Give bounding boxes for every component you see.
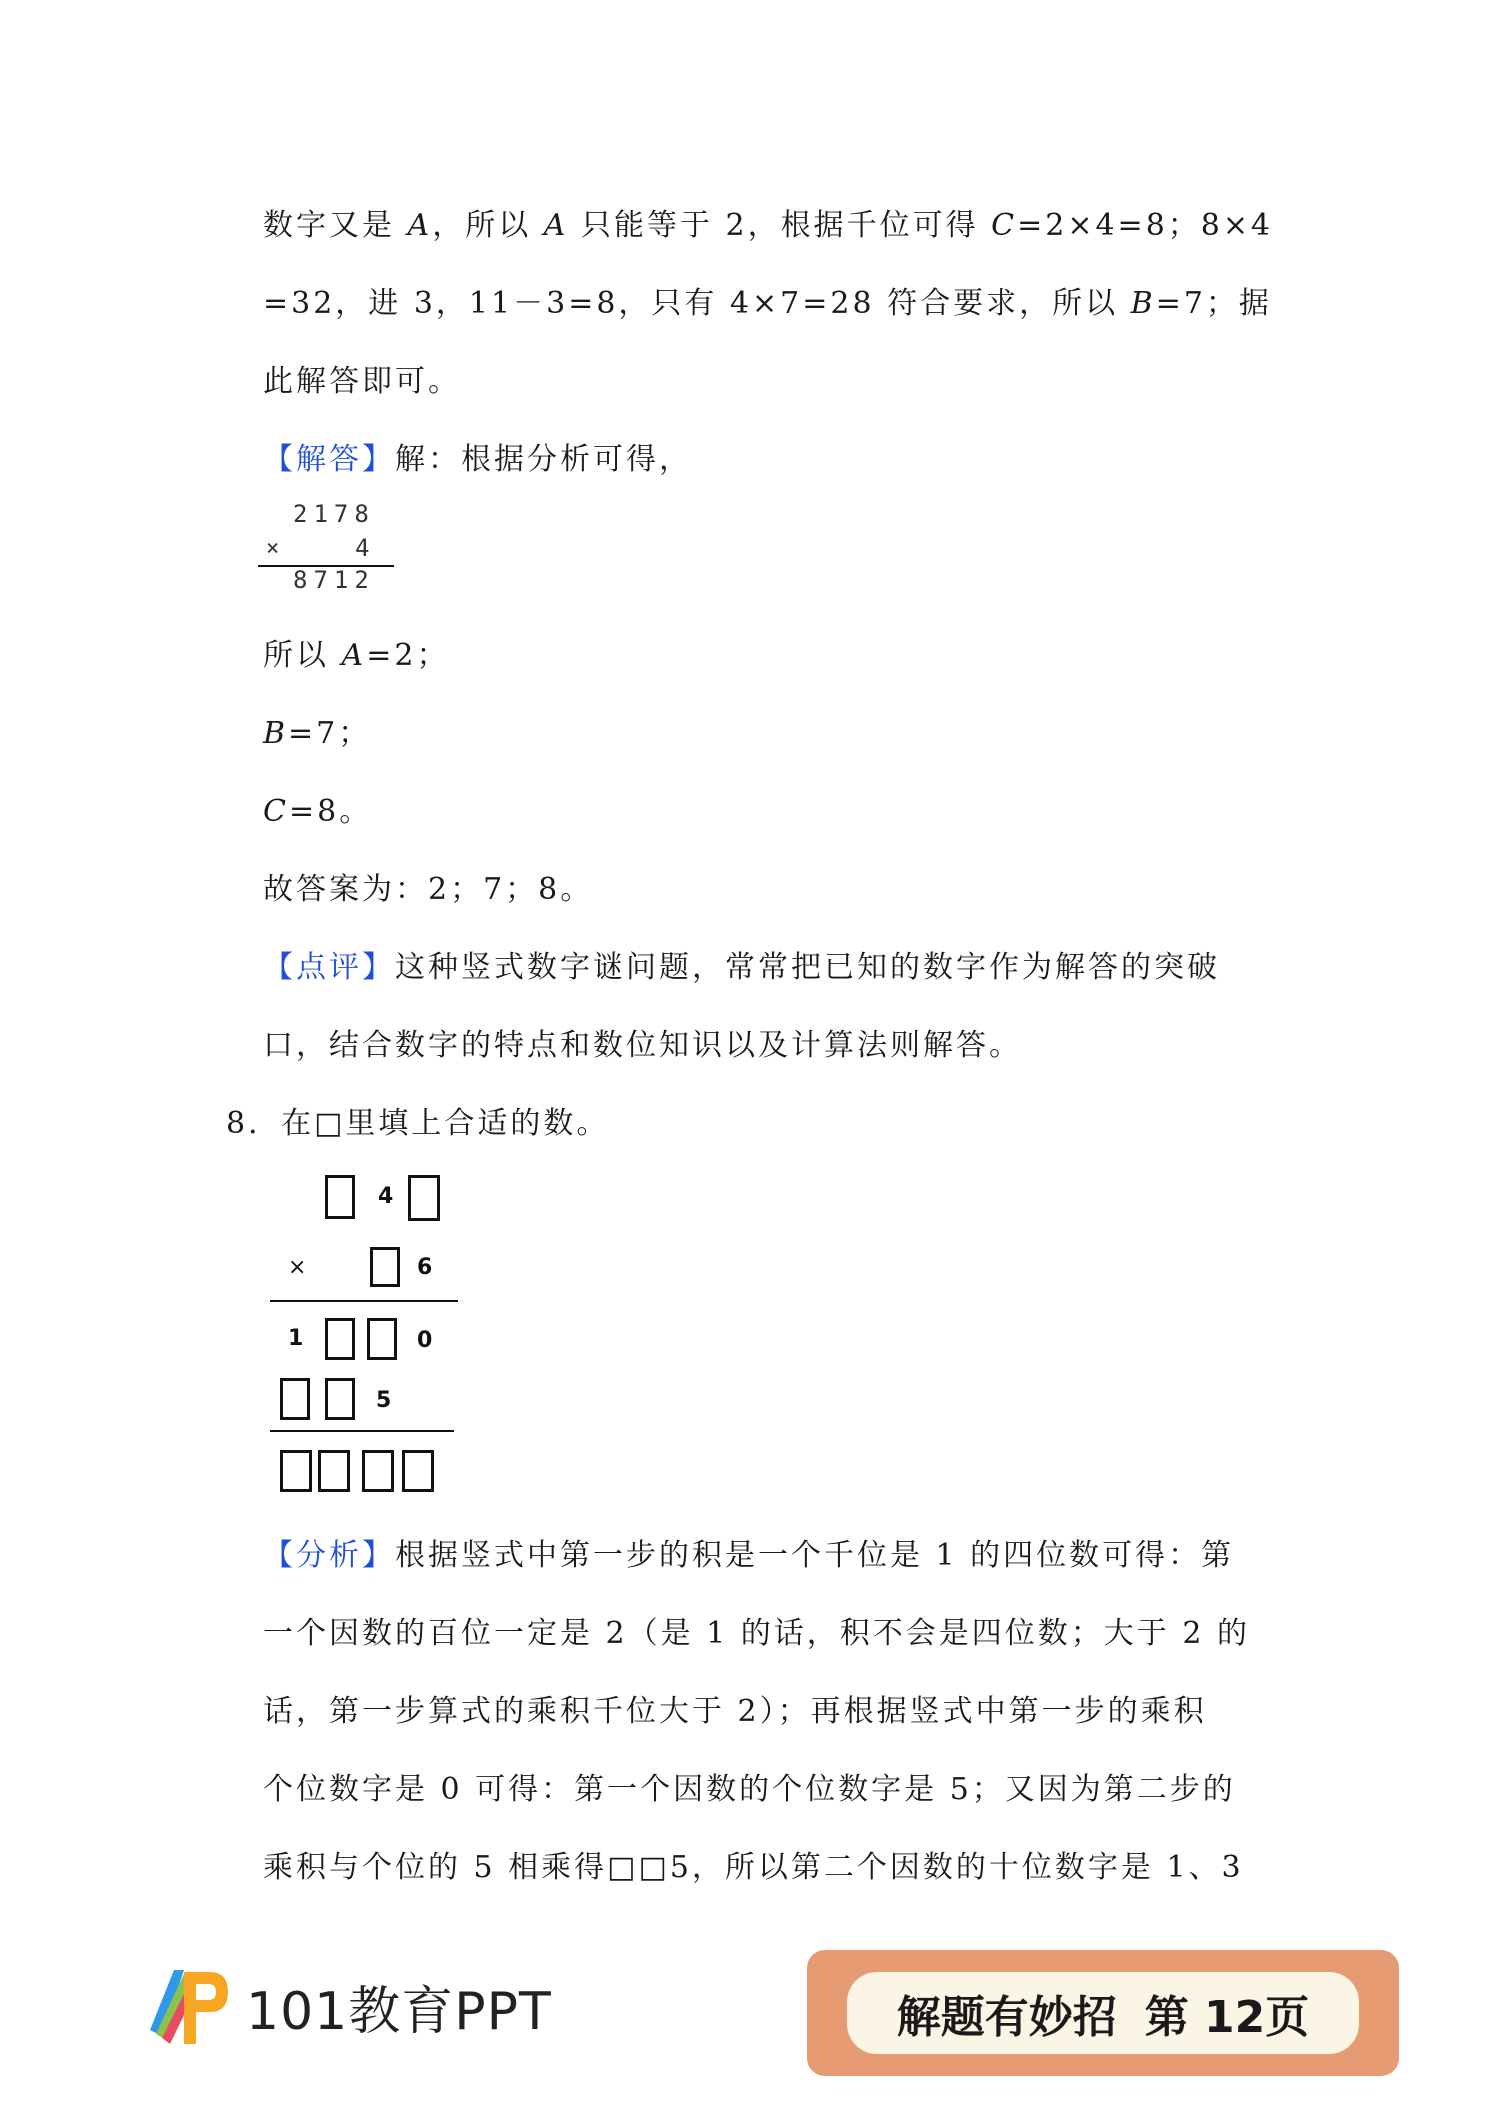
blank-box xyxy=(325,1175,355,1219)
analysis-line-4: 个位数字是 0 可得：第一个因数的个位数字是 5；又因为第二步的 xyxy=(263,1772,1236,1807)
analysis-line-3: 话，第一步算式的乘积千位大于 2）；再根据竖式中第一步的乘积 xyxy=(263,1694,1207,1729)
answer-heading: 【解答】解：根据分析可得， xyxy=(263,442,692,477)
blank-box xyxy=(318,1450,350,1492)
mult-result: 8712 xyxy=(293,566,375,594)
analysis-line-2: 一个因数的百位一定是 2（是 1 的话，积不会是四位数；大于 2 的 xyxy=(263,1616,1250,1651)
page-banner-inner xyxy=(847,1972,1359,2054)
page-banner xyxy=(807,1950,1399,2076)
puzzle-partial2-last: 5 xyxy=(376,1388,392,1413)
result-c: C=8。 xyxy=(263,794,373,829)
comment-tag: 【点评】 xyxy=(263,950,395,985)
puzzle-partial1-last: 0 xyxy=(417,1328,433,1353)
banner-title: 解题有妙招 xyxy=(896,1992,1117,2043)
mult-sign: × xyxy=(266,536,280,561)
blank-box xyxy=(280,1450,312,1492)
puzzle-partial1-first: 1 xyxy=(288,1326,304,1351)
puzzle-digit-top: 4 xyxy=(378,1184,394,1209)
analysis-continued-line-3: 此解答即可。 xyxy=(263,364,461,399)
analysis-tag: 【分析】 xyxy=(263,1538,395,1573)
blank-box xyxy=(370,1247,400,1287)
analysis-continued-line-1: 数字又是 A，所以 A 只能等于 2，根据千位可得 C=2×4=8；8×4 xyxy=(263,208,1274,243)
mult-top-number: 2178 xyxy=(293,500,375,528)
brand-name: 101教育PPT xyxy=(246,1981,552,2042)
analysis-continued-line-2: =32，进 3，11－3=8，只有 4×7=28 符合要求，所以 B=7；据 xyxy=(263,286,1272,321)
answer-tag: 【解答】 xyxy=(263,442,395,477)
blank-box xyxy=(362,1450,394,1492)
puzzle-times-sign: × xyxy=(288,1255,307,1280)
blank-box xyxy=(367,1318,397,1360)
blank-box xyxy=(280,1378,310,1420)
brand-logo-icon xyxy=(140,1960,232,2052)
footer-logo xyxy=(140,1960,552,2052)
comment-line-1: 【点评】这种竖式数字谜问题，常常把已知的数字作为解答的突破 xyxy=(263,950,1220,985)
mult-multiplier: 4 xyxy=(355,534,370,562)
blank-box xyxy=(325,1378,355,1420)
blank-box xyxy=(408,1175,440,1221)
blank-box xyxy=(325,1318,355,1360)
analysis-line-1: 【分析】根据竖式中第一步的积是一个千位是 1 的四位数可得：第 xyxy=(263,1538,1235,1573)
puzzle-rule-1 xyxy=(270,1300,458,1302)
puzzle-rule-2 xyxy=(270,1430,454,1432)
final-answer: 故答案为：2；7；8。 xyxy=(263,872,594,907)
blank-box xyxy=(402,1450,434,1492)
result-a: 所以 A=2； xyxy=(263,638,450,673)
result-b: B=7； xyxy=(263,716,372,751)
comment-line-2: 口，结合数字的特点和数位知识以及计算法则解答。 xyxy=(263,1028,1022,1063)
puzzle-digit-multiplier: 6 xyxy=(417,1255,433,1280)
analysis-line-5: 乘积与个位的 5 相乘得□□5，所以第二个因数的十位数字是 1、3 xyxy=(263,1850,1244,1885)
question-8: 8．在□里填上合适的数。 xyxy=(226,1106,610,1141)
page-number: 第 12页 xyxy=(1144,1992,1310,2043)
